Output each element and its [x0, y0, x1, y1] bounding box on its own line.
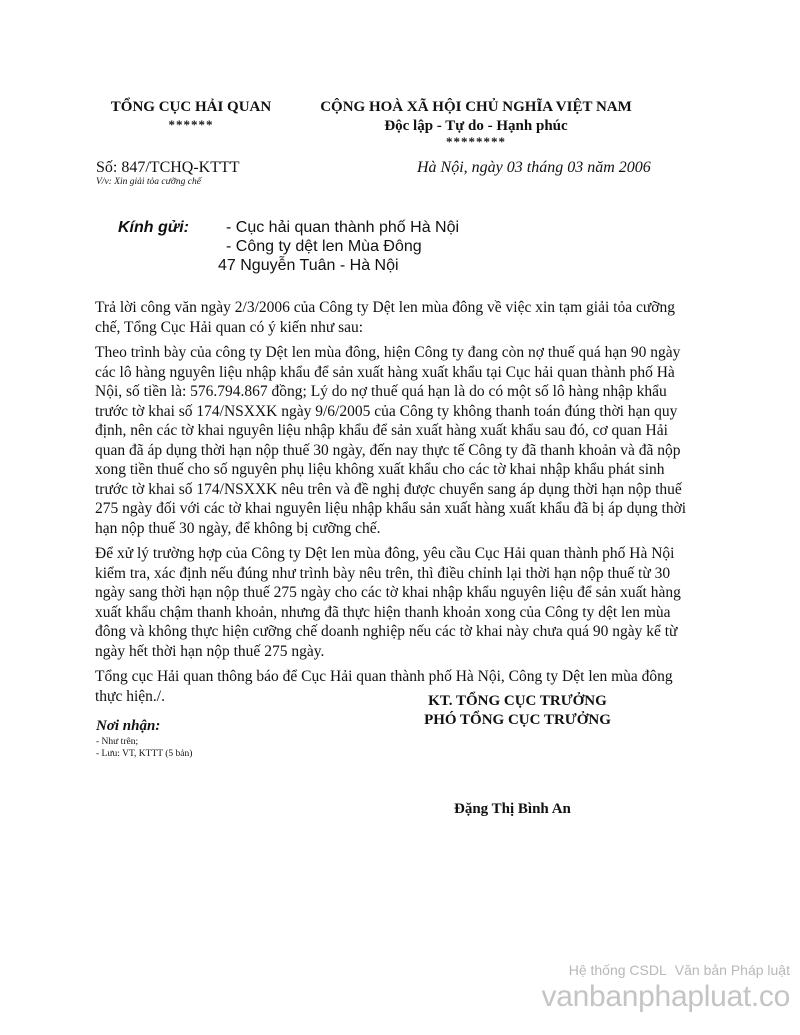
distribution-item: - Như trên;: [96, 737, 139, 747]
nation-motto: Độc lập - Tự do - Hạnh phúc: [384, 118, 568, 134]
signature-title-line2: PHÓ TỔNG CỤC TRƯỞNG: [424, 712, 611, 728]
recipients-label: Kính gửi:: [118, 219, 189, 236]
agency-name: TỔNG CỤC HẢI QUAN: [110, 99, 272, 115]
signer-name: Đặng Thị Bình An: [454, 801, 571, 817]
recipient-line: - Công ty dệt len Mùa Đông: [226, 238, 422, 255]
watermark-site: vanbanphapluat.co: [541, 980, 790, 1013]
recipient-line: 47 Nguyễn Tuân - Hà Nội: [218, 257, 399, 274]
nation-separator: ********: [446, 134, 506, 149]
body-paragraph: Theo trình bày của công ty Dệt len mùa đông, hiện Công ty đang còn nợ thuế quá hạn 90 ngày các lô hàng nguyên liệu nhập khẩu để sản xuất hàng xuất khẩu tại Cục hải quan thành phố Hà Nội, số tiền là: 576.794.867 đồng; Lý do nợ thuế quá hạn là do có một số lô hàng nhập khẩu trước tờ khai số 174/NSXXK ngày 9/6/2005 của Công ty không thanh toán đúng thời hạn quy định, nên các tờ khai nguyên liệu nhập khẩu để sản xuất hàng xuất khẩu sau đó, cơ quan Hải quan đã áp dụng thời hạn nộp thuế 30 ngày, đến nay thực tế Công ty đã thanh khoản và đã nộp xong tiền thuế cho số nguyên phụ liệu không xuất khẩu cho các tờ khai nhập khẩu phát sinh trước tờ khai số 174/NSXXK nêu trên và đề nghị được chuyển sang áp dụng thời hạn nộp thuế 275 ngày đối với các tờ khai nguyên liệu nhập khẩu sản xuất hàng xuất khẩu đã bị áp dụng thời hạn nộp thuế 30 ngày, để không bị cưỡng chế.: [95, 344, 687, 537]
body-paragraph: Để xử lý trường hợp của Công ty Dệt len mùa đông, yêu cầu Cục Hải quan thành phố Hà Nội kiểm tra, xác định nếu đúng như trình bày nêu trên, thì điều chỉnh lại thời hạn nộp thuế từ 30 ngày sang thời hạn nộp thuế 275 ngày cho các tờ khai nhập khẩu nguyên liệu để sản xuất hàng xuất khẩu chậm thanh khoản, nhưng đã thực hiện thanh khoản xong của Công ty dệt len mùa đông và không thực hiện cưỡng chế doanh nghiệp nếu các tờ khai này chưa quá 90 ngày kể từ ngày hết thời hạn nộp thuế 275 ngày.: [95, 545, 681, 660]
letter-body: [95, 298, 695, 712]
watermark: [490, 962, 790, 1014]
watermark-caption-a: Hệ thống CSDL: [568, 962, 667, 978]
distribution-title: Nơi nhận:: [96, 718, 161, 734]
agency-separator: ******: [168, 117, 214, 132]
body-paragraph: Trả lời công văn ngày 2/3/2006 của Công ty Dệt len mùa đông về việc xin tạm giải tỏa cưỡng chế, Tổng Cục Hải quan có ý kiến như sau:: [95, 299, 675, 336]
distribution-item: - Lưu: VT, KTTT (5 bản): [96, 748, 193, 759]
body-paragraph: Tổng cục Hải quan thông báo để Cục Hải quan thành phố Hà Nội, Công ty Dệt len mùa đông thực hiện./.: [95, 668, 673, 705]
watermark-caption: [490, 962, 790, 978]
document-subject: V/v: Xin giải tỏa cưỡng chế: [96, 177, 201, 187]
nation-name: CỘNG HOÀ XÃ HỘI CHỦ NGHĨA VIỆT NAM: [320, 99, 632, 115]
watermark-caption-b: Văn bản Pháp luật: [674, 962, 790, 978]
document-date: Hà Nội, ngày 03 tháng 03 năm 2006: [417, 159, 651, 176]
signature-title-line1: KT. TỔNG CỤC TRƯỞNG: [428, 693, 607, 709]
distribution-list: [96, 737, 192, 760]
signature-block: [400, 692, 635, 730]
recipient-line: - Cục hải quan thành phố Hà Nội: [226, 219, 460, 236]
document-number: Số: 847/TCHQ-KTTT: [96, 159, 240, 176]
